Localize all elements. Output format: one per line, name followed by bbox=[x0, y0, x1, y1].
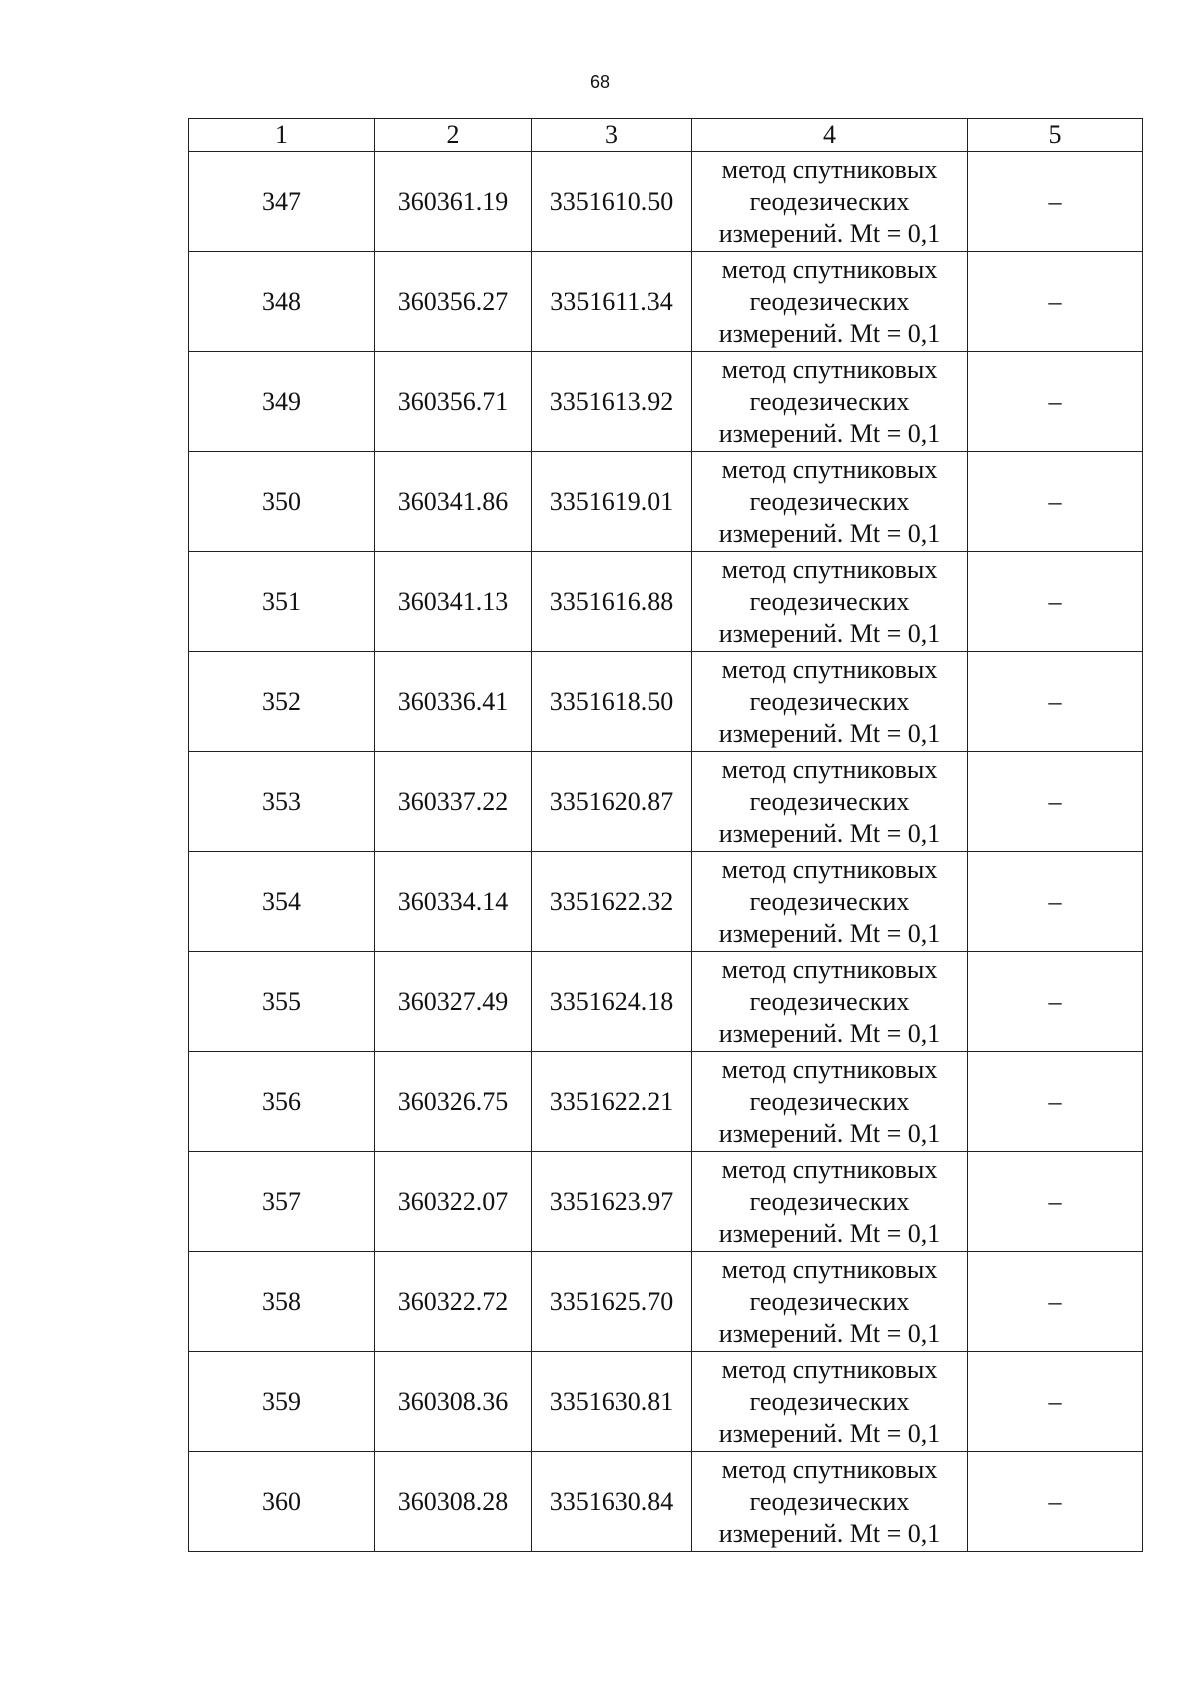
note-cell: – bbox=[968, 1252, 1143, 1352]
table-row bbox=[189, 1252, 1143, 1352]
y-coordinate-cell: 3351611.34 bbox=[532, 252, 692, 352]
method-cell: метод спутниковых геодезических измерений. Mt = 0,1 bbox=[692, 452, 968, 552]
y-coordinate-cell: 3351623.97 bbox=[532, 1152, 692, 1252]
point-number-cell: 349 bbox=[189, 352, 375, 452]
method-cell: метод спутниковых геодезических измерений. Mt = 0,1 bbox=[692, 852, 968, 952]
note-cell: – bbox=[968, 1452, 1143, 1552]
y-coordinate-cell: 3351610.50 bbox=[532, 152, 692, 252]
x-coordinate-cell: 360356.27 bbox=[375, 252, 532, 352]
x-coordinate-cell: 360322.07 bbox=[375, 1152, 532, 1252]
y-coordinate-cell: 3351622.32 bbox=[532, 852, 692, 952]
note-cell: – bbox=[968, 1052, 1143, 1152]
x-coordinate-cell: 360356.71 bbox=[375, 352, 532, 452]
method-cell: метод спутниковых геодезических измерений. Mt = 0,1 bbox=[692, 252, 968, 352]
y-coordinate-cell: 3351630.84 bbox=[532, 1452, 692, 1552]
point-number-cell: 359 bbox=[189, 1352, 375, 1452]
table-row bbox=[189, 152, 1143, 252]
header-cell-2: 2 bbox=[375, 119, 532, 152]
y-coordinate-cell: 3351613.92 bbox=[532, 352, 692, 452]
x-coordinate-cell: 360322.72 bbox=[375, 1252, 532, 1352]
point-number-cell: 356 bbox=[189, 1052, 375, 1152]
method-cell: метод спутниковых геодезических измерений. Mt = 0,1 bbox=[692, 1052, 968, 1152]
x-coordinate-cell: 360308.28 bbox=[375, 1452, 532, 1552]
point-number-cell: 347 bbox=[189, 152, 375, 252]
point-number-cell: 357 bbox=[189, 1152, 375, 1252]
table-header bbox=[189, 119, 1143, 152]
y-coordinate-cell: 3351619.01 bbox=[532, 452, 692, 552]
x-coordinate-cell: 360308.36 bbox=[375, 1352, 532, 1452]
table-row bbox=[189, 1152, 1143, 1252]
note-cell: – bbox=[968, 1352, 1143, 1452]
point-number-cell: 351 bbox=[189, 552, 375, 652]
method-cell: метод спутниковых геодезических измерений. Mt = 0,1 bbox=[692, 652, 968, 752]
method-cell: метод спутниковых геодезических измерений. Mt = 0,1 bbox=[692, 1352, 968, 1452]
point-number-cell: 354 bbox=[189, 852, 375, 952]
header-cell-5: 5 bbox=[968, 119, 1143, 152]
header-row bbox=[189, 119, 1143, 152]
note-cell: – bbox=[968, 352, 1143, 452]
y-coordinate-cell: 3351620.87 bbox=[532, 752, 692, 852]
page-number: 68 bbox=[589, 72, 611, 92]
table-row bbox=[189, 552, 1143, 652]
table-row bbox=[189, 352, 1143, 452]
x-coordinate-cell: 360341.13 bbox=[375, 552, 532, 652]
x-coordinate-cell: 360327.49 bbox=[375, 952, 532, 1052]
header-cell-4: 4 bbox=[692, 119, 968, 152]
y-coordinate-cell: 3351616.88 bbox=[532, 552, 692, 652]
x-coordinate-cell: 360334.14 bbox=[375, 852, 532, 952]
method-cell: метод спутниковых геодезических измерений. Mt = 0,1 bbox=[692, 1152, 968, 1252]
y-coordinate-cell: 3351624.18 bbox=[532, 952, 692, 1052]
note-cell: – bbox=[968, 952, 1143, 1052]
header-cell-1: 1 bbox=[189, 119, 375, 152]
y-coordinate-cell: 3351630.81 bbox=[532, 1352, 692, 1452]
point-number-cell: 360 bbox=[189, 1452, 375, 1552]
y-coordinate-cell: 3351618.50 bbox=[532, 652, 692, 752]
point-number-cell: 350 bbox=[189, 452, 375, 552]
note-cell: – bbox=[968, 652, 1143, 752]
point-number-cell: 358 bbox=[189, 1252, 375, 1352]
table-row bbox=[189, 1352, 1143, 1452]
point-number-cell: 348 bbox=[189, 252, 375, 352]
x-coordinate-cell: 360326.75 bbox=[375, 1052, 532, 1152]
method-cell: метод спутниковых геодезических измерений. Mt = 0,1 bbox=[692, 352, 968, 452]
header-cell-3: 3 bbox=[532, 119, 692, 152]
table-row bbox=[189, 1052, 1143, 1152]
method-cell: метод спутниковых геодезических измерений. Mt = 0,1 bbox=[692, 1252, 968, 1352]
coordinates-table bbox=[188, 118, 1143, 1552]
method-cell: метод спутниковых геодезических измерений. Mt = 0,1 bbox=[692, 952, 968, 1052]
x-coordinate-cell: 360337.22 bbox=[375, 752, 532, 852]
table-row bbox=[189, 252, 1143, 352]
note-cell: – bbox=[968, 252, 1143, 352]
note-cell: – bbox=[968, 152, 1143, 252]
x-coordinate-cell: 360341.86 bbox=[375, 452, 532, 552]
note-cell: – bbox=[968, 452, 1143, 552]
y-coordinate-cell: 3351622.21 bbox=[532, 1052, 692, 1152]
table-row bbox=[189, 752, 1143, 852]
point-number-cell: 353 bbox=[189, 752, 375, 852]
table-row bbox=[189, 452, 1143, 552]
x-coordinate-cell: 360336.41 bbox=[375, 652, 532, 752]
table-row bbox=[189, 652, 1143, 752]
note-cell: – bbox=[968, 552, 1143, 652]
point-number-cell: 355 bbox=[189, 952, 375, 1052]
method-cell: метод спутниковых геодезических измерений. Mt = 0,1 bbox=[692, 1452, 968, 1552]
point-number-cell: 352 bbox=[189, 652, 375, 752]
y-coordinate-cell: 3351625.70 bbox=[532, 1252, 692, 1352]
method-cell: метод спутниковых геодезических измерений. Mt = 0,1 bbox=[692, 152, 968, 252]
table-row bbox=[189, 1452, 1143, 1552]
x-coordinate-cell: 360361.19 bbox=[375, 152, 532, 252]
note-cell: – bbox=[968, 852, 1143, 952]
method-cell: метод спутниковых геодезических измерений. Mt = 0,1 bbox=[692, 752, 968, 852]
table-row bbox=[189, 952, 1143, 1052]
note-cell: – bbox=[968, 1152, 1143, 1252]
method-cell: метод спутниковых геодезических измерений. Mt = 0,1 bbox=[692, 552, 968, 652]
table-body bbox=[189, 152, 1143, 1552]
note-cell: – bbox=[968, 752, 1143, 852]
table-row bbox=[189, 852, 1143, 952]
